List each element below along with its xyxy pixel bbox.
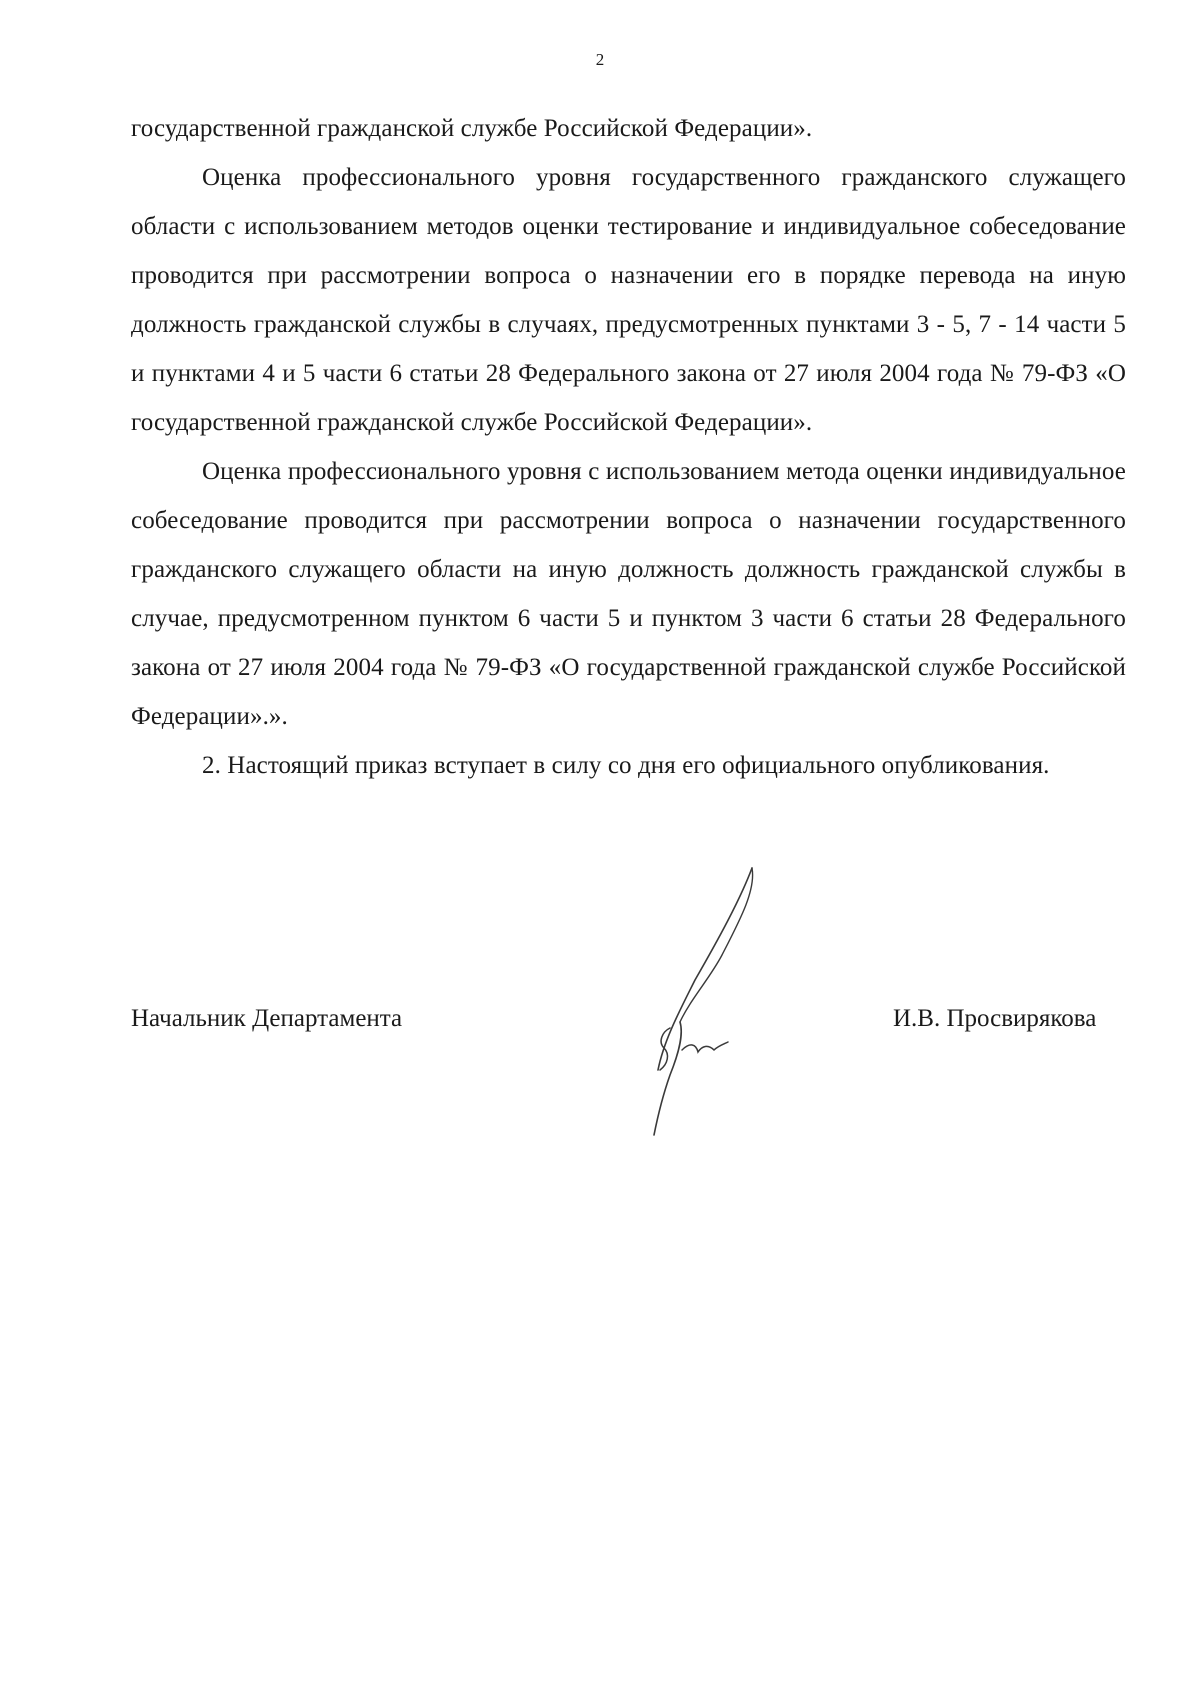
handwritten-signature xyxy=(640,860,790,1140)
paragraph-interview-assessment: Оценка профессионального уровня с использованием метода оценки индивидуальное собеседование проводится при рассмотрении вопроса о назначении государственного гражданского служащего области на иную должность должность гражданской службы в случае, предусмотренном пунктом 6 части 5 и пунктом 3 части 6 статьи 28 Федерального закона от 27 июля 2004 года № 79-ФЗ «О государственной гражданской службе Российской Федерации».». xyxy=(131,458,1126,730)
page-number: 2 xyxy=(595,50,605,69)
document-body xyxy=(131,104,1126,790)
paragraph-testing-assessment: Оценка профессионального уровня государственного гражданского служащего области с использованием методов оценки тестирование и индивидуальное собеседование проводится при рассмотрении вопроса о назначении его в порядке перевода на иную должность гражданской службы в случаях, предусмотренных пунктами 3 - 5, 7 - 14 части 5 и пунктами 4 и 5 части 6 статьи 28 Федерального закона от 27 июля 2004 года № 79-ФЗ «О государственной гражданской службе Российской Федерации». xyxy=(131,164,1126,436)
signatory-position: Начальник Департамента xyxy=(131,1005,403,1032)
paragraph-continuation: государственной гражданской службе Российской Федерации». xyxy=(131,115,813,142)
paragraph-effective-date: 2. Настоящий приказ вступает в силу со дня его официального опубликования. xyxy=(202,752,1050,779)
signatory-name: И.В. Просвирякова xyxy=(893,1005,1097,1032)
